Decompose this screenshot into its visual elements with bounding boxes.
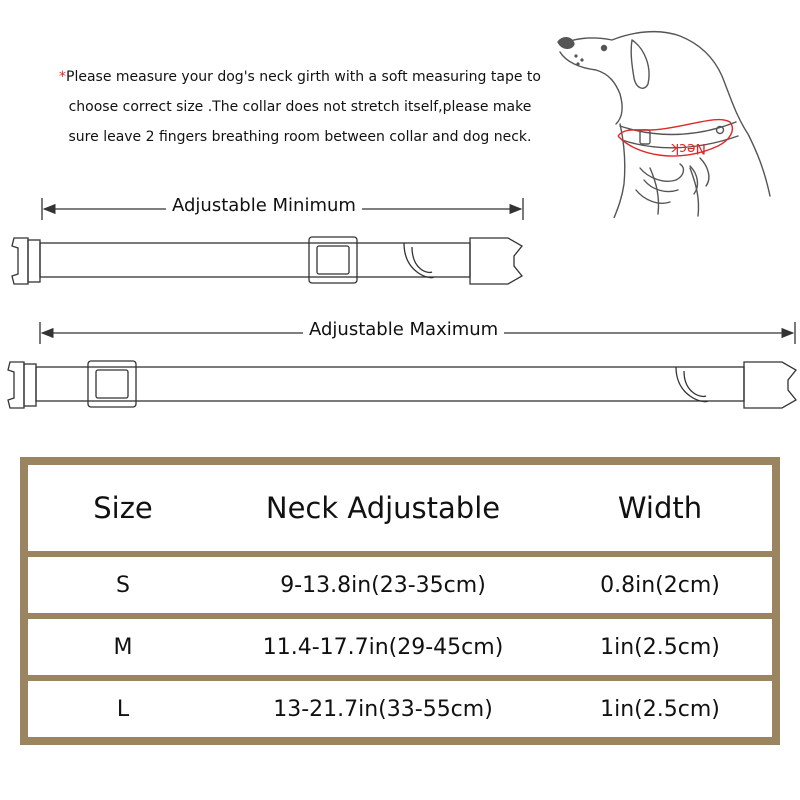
neck-cell: 13-21.7in(33-55cm) xyxy=(273,696,493,722)
size-table xyxy=(20,457,780,745)
max-buckle-male xyxy=(744,362,796,408)
min-keeper-loop xyxy=(309,237,357,283)
instructions-line-1-text: Please measure your dog's neck girth with a soft measuring tape to xyxy=(66,69,541,85)
dog-head-outline xyxy=(562,32,770,196)
width-cell: 1in(2.5cm) xyxy=(600,696,720,722)
dog-jaw-outline xyxy=(560,52,622,124)
table-row xyxy=(28,681,772,737)
dog-eye xyxy=(602,46,607,51)
size-cell: S xyxy=(116,572,130,598)
neck-cell: 9-13.8in(23-35cm) xyxy=(280,572,486,598)
asterisk-mark: * xyxy=(59,69,67,85)
size-cell: L xyxy=(116,696,130,722)
adjustable-minimum-label: Adjustable Minimum xyxy=(166,195,362,216)
instructions-line-3: sure leave 2 fingers breathing room between collar and dog neck. xyxy=(68,129,532,145)
collar-minimum xyxy=(12,237,522,284)
min-buckle-male xyxy=(470,238,522,284)
max-buckle-female xyxy=(8,362,24,408)
neck-cell: 11.4-17.7in(29-45cm) xyxy=(262,634,504,660)
collar-diagram xyxy=(0,180,800,420)
width-cell: 1in(2.5cm) xyxy=(600,634,720,660)
max-strap xyxy=(36,367,744,401)
adjustable-maximum-label: Adjustable Maximum xyxy=(303,319,504,340)
table-header-row xyxy=(28,465,772,551)
width-cell: 0.8in(2cm) xyxy=(600,572,720,598)
header-size: Size xyxy=(93,491,153,525)
instructions-line-1 xyxy=(20,62,580,92)
max-keeper-loop xyxy=(88,361,136,407)
dog-ear xyxy=(631,40,649,88)
header-width: Width xyxy=(617,491,703,525)
instructions-line-2: choose correct size .The collar does not stretch itself,please make xyxy=(68,99,532,115)
dog-nose xyxy=(558,38,574,49)
size-cell: M xyxy=(113,634,133,660)
measure-instructions xyxy=(20,62,580,152)
collar-diagram-drawing xyxy=(0,180,800,420)
min-strap xyxy=(40,243,470,277)
table-row xyxy=(28,619,772,675)
neck-label: Neck xyxy=(671,140,706,156)
collar-maximum xyxy=(8,361,796,408)
table-row xyxy=(28,557,772,613)
min-buckle-female xyxy=(12,238,28,284)
header-neck-adjustable: Neck Adjustable xyxy=(265,491,501,525)
